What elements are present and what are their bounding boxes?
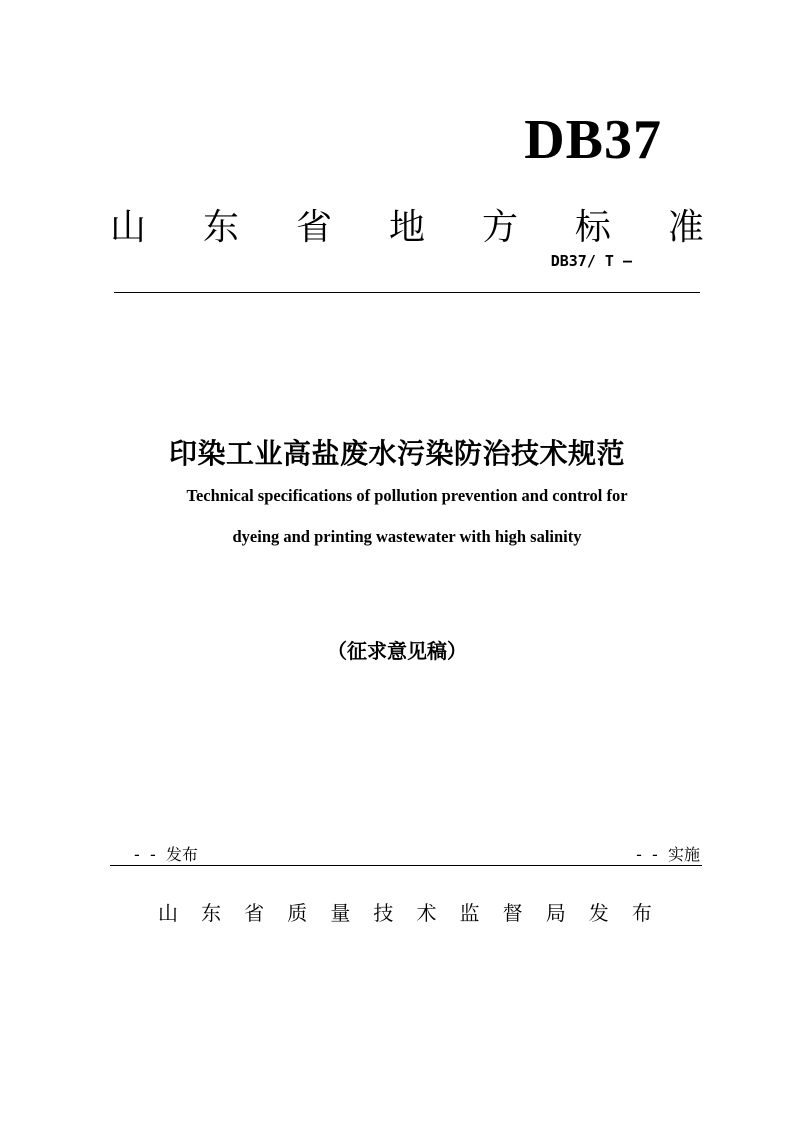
issuer-char: 监 — [459, 900, 480, 925]
issuer-char: 技 — [373, 900, 394, 925]
issuer-char: 山 — [158, 900, 178, 925]
footer-divider — [110, 865, 702, 866]
standard-category-title — [110, 196, 704, 252]
implementation-date: - - 实施 — [636, 845, 700, 864]
issuer-char: 省 — [244, 900, 265, 925]
issuer-char: 东 — [201, 900, 222, 925]
standard-number: DB37/ T — — [550, 252, 632, 270]
standard-code: DB37 — [524, 109, 662, 171]
issuer-char: 术 — [416, 900, 437, 925]
issuer-char: 量 — [330, 900, 351, 925]
issue-date: - - 发布 — [134, 845, 198, 864]
issuer-char: 发 — [588, 900, 609, 925]
title-char: 方 — [481, 206, 518, 248]
title-char: 山 — [110, 206, 147, 248]
draft-status-label: （征求意见稿） — [327, 639, 467, 663]
title-char: 地 — [388, 206, 425, 248]
document-title-english-line2: dyeing and printing wastewater with high salinity — [232, 527, 582, 546]
issuer-char: 布 — [631, 900, 652, 925]
issuer-char: 质 — [287, 900, 308, 925]
issuing-authority — [158, 897, 652, 925]
header-divider — [114, 292, 700, 293]
title-char: 准 — [667, 206, 704, 248]
issuer-char: 局 — [545, 900, 566, 925]
document-title-english-line1: Technical specifications of pollution prevention and control for — [186, 486, 628, 505]
title-char: 省 — [295, 206, 332, 248]
title-char: 标 — [574, 206, 611, 248]
title-char: 东 — [202, 206, 239, 248]
issuer-char: 督 — [502, 900, 523, 925]
document-title-chinese: 印染工业高盐废水污染防治技术规范 — [168, 437, 625, 470]
